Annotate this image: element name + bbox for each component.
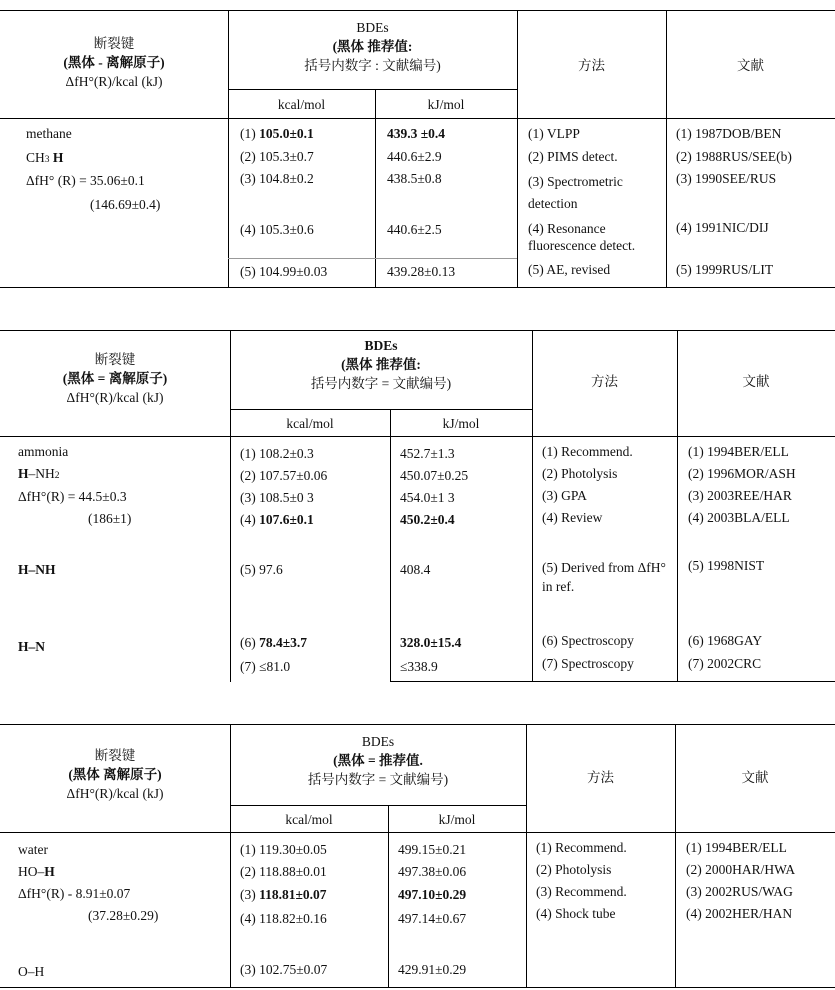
header-kcal: kcal/mol bbox=[286, 416, 334, 431]
kcal-value: (7) ≤81.0 bbox=[240, 659, 291, 674]
ref-cell: (5) 1999RUS/LIT bbox=[676, 262, 774, 277]
header-kj: kJ/mol bbox=[427, 97, 465, 112]
kj-value: 497.10±0.29 bbox=[398, 887, 467, 902]
ref-cell: (5) 1998NIST bbox=[688, 558, 765, 573]
method-cell: (2) PIMS detect. bbox=[528, 149, 618, 164]
kcal-value: (4) 118.82±0.16 bbox=[240, 911, 327, 926]
ref-cell: (6) 1968GAY bbox=[688, 633, 763, 648]
ref-cell: (3) 1990SEE/RUS bbox=[676, 171, 777, 186]
kcal-value: (5) 97.6 bbox=[240, 562, 283, 577]
ref-cell: (4) 1991NIC/DIJ bbox=[676, 220, 769, 235]
ref-cell: (1) 1994BER/ELL bbox=[686, 840, 787, 855]
method-cell: (5) Derived from ΔfH° in ref. bbox=[542, 560, 666, 594]
bond-label: H–N bbox=[18, 639, 45, 654]
kj-value: 429.91±0.29 bbox=[398, 962, 467, 977]
kj-value: ≤338.9 bbox=[400, 659, 438, 674]
header-method: 方法 bbox=[578, 58, 605, 73]
bond-label: H–NH bbox=[18, 562, 56, 577]
bond-label: HO–H bbox=[18, 864, 55, 879]
header-bond: 断裂键 (黑体 - 离解原子) ΔfH°(R)/kcal (kJ) bbox=[0, 34, 228, 91]
kj-value: 438.5±0.8 bbox=[387, 171, 442, 186]
ref-cell: (4) 2002HER/HAN bbox=[686, 906, 793, 921]
kcal-value: (2) 105.3±0.7 bbox=[240, 149, 314, 164]
method-cell: (2) Photolysis bbox=[536, 862, 612, 877]
kj-value: 440.6±2.5 bbox=[387, 222, 442, 237]
method-cell: (5) AE, revised bbox=[528, 262, 611, 277]
molecule-name: ammonia bbox=[18, 444, 69, 459]
kcal-value: (1) 108.2±0.3 bbox=[240, 446, 314, 461]
header-method: 方法 bbox=[587, 770, 614, 785]
header-enthalpy: ΔfH°(R)/kcal (kJ) bbox=[65, 74, 163, 89]
ref-cell: (4) 2003BLA/ELL bbox=[688, 510, 790, 525]
bde-table-ammonia bbox=[0, 330, 835, 684]
method-cell: (2) Photolysis bbox=[542, 466, 618, 481]
method-cell: (3) Spectrometric detection bbox=[528, 174, 623, 211]
header-kcal: kcal/mol bbox=[285, 812, 333, 827]
header-enthalpy: ΔfH°(R)/kcal (kJ) bbox=[66, 786, 164, 801]
kcal-value: (1) 119.30±0.05 bbox=[240, 842, 327, 857]
kj-value: 452.7±1.3 bbox=[400, 446, 455, 461]
kcal-value: (2) 107.57±0.06 bbox=[240, 468, 328, 483]
header-ref: 文献 bbox=[741, 770, 769, 785]
kcal-value: (3) 104.8±0.2 bbox=[240, 171, 314, 186]
molecule-name: methane bbox=[26, 126, 72, 141]
bond-label: CH3 H bbox=[26, 150, 64, 165]
bde-table-methane bbox=[0, 0, 835, 292]
header-enthalpy: ΔfH°(R)/kcal (kJ) bbox=[66, 390, 164, 405]
kcal-value: (5) 104.99±0.03 bbox=[240, 264, 328, 279]
ref-cell: (1) 1987DOB/BEN bbox=[676, 126, 782, 141]
bond-label: O–H bbox=[18, 964, 45, 979]
ref-cell: (3) 2002RUS/WAG bbox=[686, 884, 793, 899]
bond-label: H–NH2 bbox=[18, 466, 60, 481]
header-kj: kJ/mol bbox=[438, 812, 476, 827]
bde-table-water bbox=[0, 724, 835, 990]
kcal-value: (4) 105.3±0.6 bbox=[240, 222, 314, 237]
kj-value: 499.15±0.21 bbox=[398, 842, 467, 857]
header-method: 方法 bbox=[591, 374, 618, 389]
kj-value: 497.14±0.67 bbox=[398, 911, 467, 926]
kcal-value: (6) 78.4±3.7 bbox=[240, 635, 308, 650]
kj-value: 450.07±0.25 bbox=[400, 468, 469, 483]
ref-cell: (1) 1994BER/ELL bbox=[688, 444, 789, 459]
enthalpy-kj: (37.28±0.29) bbox=[88, 908, 159, 923]
method-cell: (4) Resonance fluorescence detect. bbox=[528, 221, 636, 253]
header-bdes: BDEs (黑体 = 推荐值. 括号内数字 = 文献编号) bbox=[307, 734, 449, 787]
kj-value: 439.3 ±0.4 bbox=[387, 126, 446, 141]
kj-value: 328.0±15.4 bbox=[400, 635, 462, 650]
header-bdes: BDEs (黑体 推荐值: 括号内数字 = 文献编号) bbox=[310, 338, 452, 391]
enthalpy-value: ΔfH°(R) - 8.91±0.07 bbox=[18, 886, 131, 901]
ref-cell: (2) 2000HAR/HWA bbox=[686, 862, 796, 877]
header-bdes: BDEs (黑体 推荐值: 括号内数字 : 文献编号) bbox=[304, 20, 441, 73]
header-kj: kJ/mol bbox=[442, 416, 480, 431]
method-cell: (6) Spectroscopy bbox=[542, 633, 634, 648]
method-cell: (1) Recommend. bbox=[536, 840, 627, 855]
ref-cell: (2) 1996MOR/ASH bbox=[688, 466, 796, 481]
method-cell: (7) Spectroscopy bbox=[542, 656, 634, 671]
kj-value: 440.6±2.9 bbox=[387, 149, 442, 164]
method-cell: (3) Recommend. bbox=[536, 884, 627, 899]
enthalpy-kj: (146.69±0.4) bbox=[90, 197, 161, 212]
kcal-value: (3) 118.81±0.07 bbox=[240, 887, 327, 902]
enthalpy-value: ΔfH°(R) = 44.5±0.3 bbox=[18, 489, 127, 504]
method-cell: (4) Review bbox=[542, 510, 603, 525]
kcal-value: (3) 102.75±0.07 bbox=[240, 962, 328, 977]
enthalpy-value: ΔfH° (R) = 35.06±0.1 bbox=[26, 173, 145, 188]
header-bond: 断裂键 (黑体 = 离解原子) ΔfH°(R)/kcal (kJ) bbox=[0, 350, 230, 407]
molecule-name: water bbox=[18, 842, 48, 857]
header-ref: 文献 bbox=[742, 374, 770, 389]
method-cell: (3) GPA bbox=[542, 488, 587, 503]
method-cell: (4) Shock tube bbox=[536, 906, 616, 921]
kcal-value: (2) 118.88±0.01 bbox=[240, 864, 327, 879]
method-cell: (1) Recommend. bbox=[542, 444, 633, 459]
kj-value: 454.0±1 3 bbox=[400, 490, 455, 505]
kj-value: 408.4 bbox=[400, 562, 431, 577]
header-ref: 文献 bbox=[737, 58, 764, 73]
kj-value: 450.2±0.4 bbox=[400, 512, 455, 527]
kcal-value: (4) 107.6±0.1 bbox=[240, 512, 314, 527]
ref-cell: (2) 1988RUS/SEE(b) bbox=[676, 149, 792, 164]
kcal-value: (3) 108.5±0 3 bbox=[240, 490, 314, 505]
kcal-value: (1) 105.0±0.1 bbox=[240, 126, 314, 141]
ref-cell: (3) 2003REE/HAR bbox=[688, 488, 792, 503]
method-cell: (1) VLPP bbox=[528, 126, 580, 141]
header-kcal: kcal/mol bbox=[277, 97, 326, 112]
kj-value: 439.28±0.13 bbox=[387, 264, 456, 279]
ref-cell: (7) 2002CRC bbox=[688, 656, 762, 671]
kj-value: 497.38±0.06 bbox=[398, 864, 467, 879]
header-bond: 断裂键 (黑体 离解原子) ΔfH°(R)/kcal (kJ) bbox=[0, 746, 230, 803]
enthalpy-kj: (186±1) bbox=[88, 511, 132, 526]
